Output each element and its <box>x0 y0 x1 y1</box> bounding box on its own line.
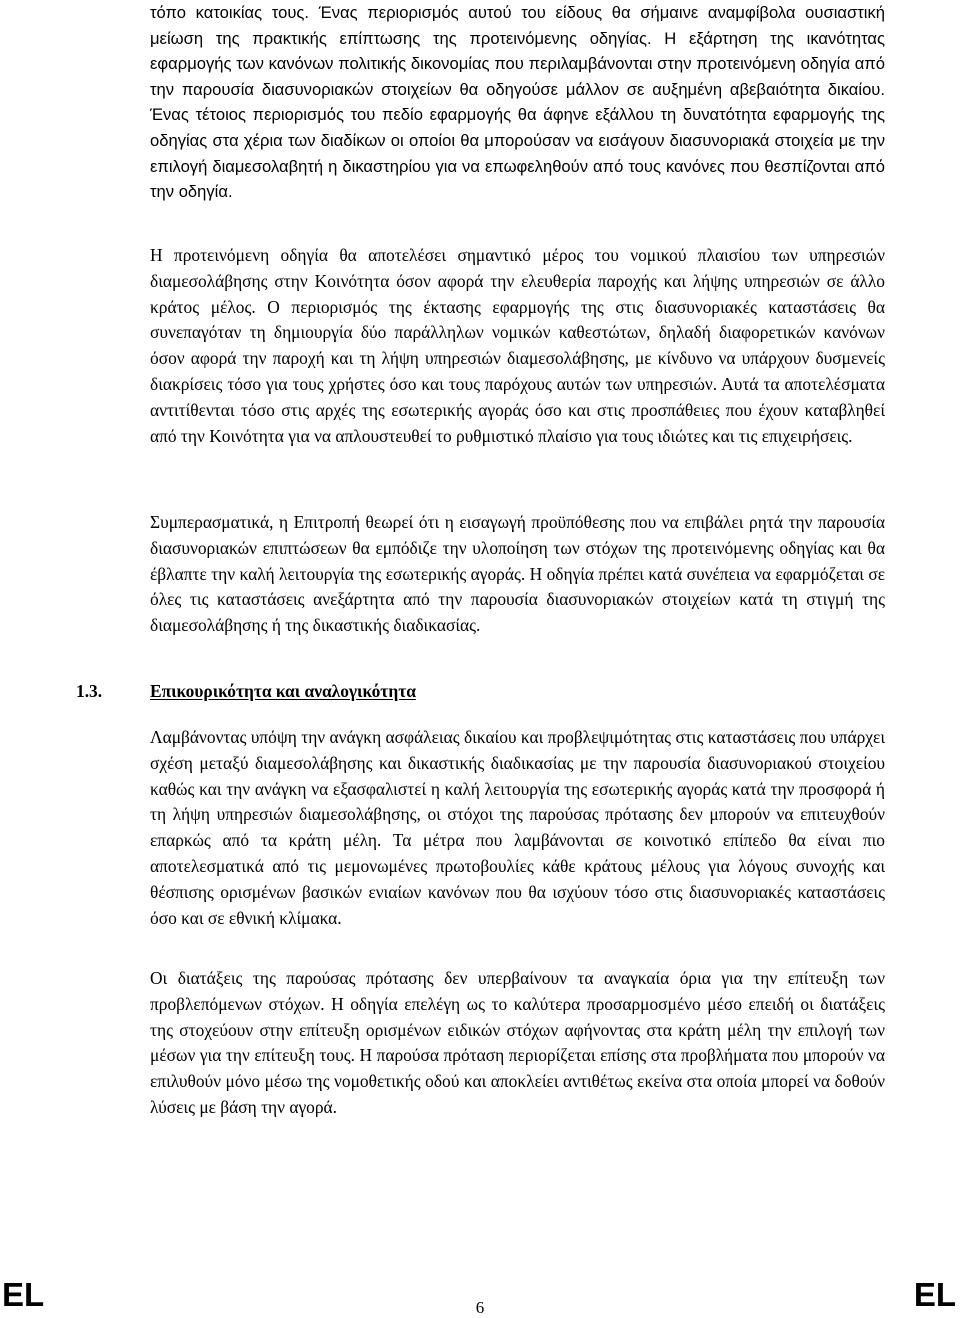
page-number: 6 <box>475 1298 485 1317</box>
footer-language-code-right: EL <box>913 1276 956 1313</box>
paragraph-conclusion: Συμπερασματικά, η Επιτροπή θεωρεί ότι η εισαγωγή προϋπόθεσης που να επιβάλει ρητά την παρουσία διασυνοριακών επιπτώσεων θα εμπόδιζε την υλοποίηση των στόχων της προτεινόμενης οδηγίας και θα έβλαπτε την καλή λειτουργία της εσωτερικής αγοράς. Η οδηγία πρέπει κατά συνέπεια να εφαρμόζεται σε όλες τις καταστάσεις ανεξάρτητα από την παρουσία διασυνοριακών στοιχείων κατά τη στιγμή της διαμεσολάβησης ή της δικαστικής διαδικασίας. <box>150 512 885 636</box>
paragraph-subsidiarity: Λαμβάνοντας υπόψη την ανάγκη ασφάλειας δικαίου και προβλεψιμότητας στις καταστάσεις που υπάρχει σχέση μεταξύ διαμεσολάβησης και δικαστικής διαδικασίας με την παρουσία διασυνοριακού στοιχείου καθώς και την ανάγκη να εξασφαλιστεί η καλή λειτουργία της εσωτερικής αγοράς κατά την προσφορά ή τη λήψη υπηρεσιών διαμεσολάβησης, οι στόχοι της παρούσας πρότασης δεν μπορούν να επιτευχθούν επαρκώς από τα κράτη μέλη. Τα μέτρα που λαμβάνονται σε κοινοτικό επίπεδο θα είναι πιο αποτελεσματικά από τις μεμονωμένες πρωτοβουλίες κάθε κράτους μέλους για λόγους συνοχής και θέσπισης ορισμένων βασικών ενιαίων κανόνων που θα ισχύουν τόσο στις διασυνοριακές καταστάσεις όσο και σε εθνική κλίμακα. <box>150 727 885 928</box>
section-number: 1.3. <box>76 681 103 701</box>
paragraph-legal-framework: Η προτεινόμενη οδηγία θα αποτελέσει σημαντικό μέρος του νομικού πλαισίου των υπηρεσιών διαμεσολάβησης στην Κοινότητα όσον αφορά την ελευθερία παροχής και λήψης υπηρεσιών σε άλλο κράτος μέλος. Ο περιορισμός της έκτασης εφαρμογής της στις διασυνοριακές καταστάσεις θα συνεπαγόταν τη δημιουργία δύο παράλληλων νομικών καθεστώτων, δηλαδή διαφορετικών κανόνων όσον αφορά την παροχή και τη λήψη υπηρεσιών διαμεσολάβησης, με κίνδυνο να υπάρχουν δυσμενείς διακρίσεις τόσο για τους χρήστες όσο και τους παρόχους αυτών των υπηρεσιών. Αυτά τα αποτελέσματα αντιτίθενται τόσο στις αρχές της εσωτερικής αγοράς όσο και στις προσπάθειες που έχουν καταβληθεί από την Κοινότητα για να απλουστευθεί το ρυθμιστικό πλαίσιο για τους ιδιώτες και τις επιχειρήσεις. <box>150 245 885 446</box>
section-heading: Επικουρικότητα και αναλογικότητα <box>150 681 416 701</box>
paragraph-proportionality: Οι διατάξεις της παρούσας πρότασης δεν υπερβαίνουν τα αναγκαία όρια για την επίτευξη των προβλεπόμενων στόχων. Η οδηγία επελέγη ως το καλύτερα προσαρμοσμένο μέσο επειδή οι διατάξεις της στοχεύουν στην επίτευξη ορισμένων ειδικών στόχων αφήνοντας στα κράτη μέλη την επιλογή των μέσων για την επίτευξη τους. Η παρούσα πρόταση περιορίζεται επίσης στα προβλήματα που μπορούν να επιλυθούν μόνο μέσω της νομοθετικής οδού και αποκλείει αντιθέτως εκείνα στα οποία μπορεί να δοθούν λύσεις με βάση την αγορά. <box>150 968 885 1117</box>
footer-language-code-left: EL <box>2 1276 45 1313</box>
paragraph-cross-border-limitation: τόπο κατοικίας τους. Ένας περιορισμός αυτού του είδους θα σήμαινε αναμφίβολα ουσιαστική μείωση της πρακτικής επίπτωσης της προτεινόμενης οδηγίας. Η εξάρτηση της ικανότητας εφαρμογής των κανόνων πολιτικής δικονομίας που περιλαμβάνονται στην προτεινόμενη οδηγία από την παρουσία διασυνοριακών στοιχείων θα οδηγούσε μάλλον σε αυξημένη αβεβαιότητα δικαίου. Ένας τέτοιος περιορισμός του πεδίο εφαρμογής θα άφηνε εξάλλου τη δυνατότητα εφαρμογής της οδηγίας στα χέρια των διαδίκων οι οποίοι θα μπορούσαν να εισάγουν διασυνοριακά στοιχεία με την επιλογή διαμεσολαβητή η δικαστηρίου για να επωφεληθούν από τους κανόνες που θεσπίζονται από την οδηγία. <box>150 3 885 202</box>
